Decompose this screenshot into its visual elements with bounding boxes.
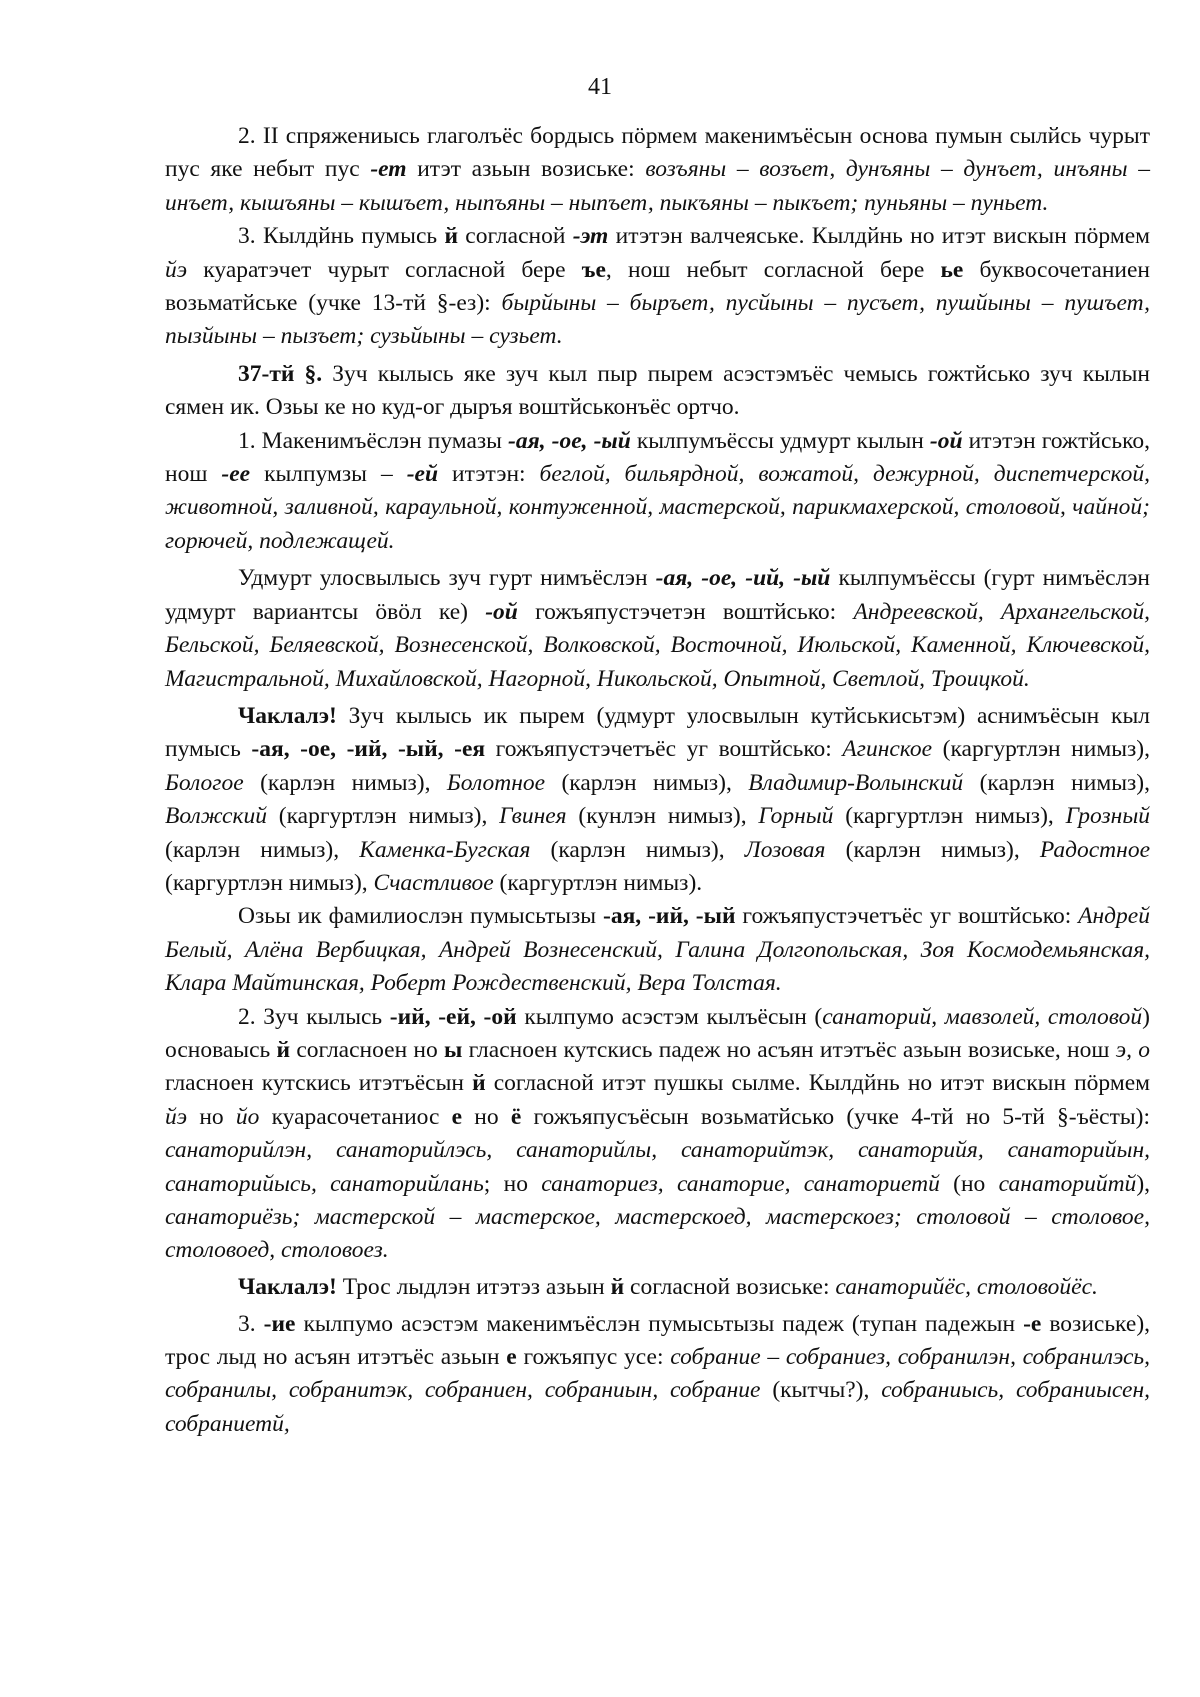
- paragraph-suffix-et: [165, 220, 1150, 354]
- text-run: ; но: [483, 1170, 542, 1197]
- italic-example: собраниысь, собраниысен, собраниетй,: [165, 1377, 1150, 1437]
- paragraph-adjective-endings: [165, 425, 1150, 559]
- bold-term: -ая, -ий, -ый: [603, 903, 736, 930]
- text-run: гожъяпустэчетъёс уг воштйсько:: [485, 736, 843, 763]
- text-run: возиське), трос лыд но асъян итэтъёс азьын: [165, 1310, 1151, 1371]
- text-run: , нош небыт согласной бере: [605, 256, 941, 283]
- text-run: 3.: [238, 1310, 264, 1337]
- text-run: (но: [939, 1170, 999, 1197]
- text-run: кылпумо асэстэм кылъёсын (: [516, 1003, 823, 1030]
- bold-term: -е: [1023, 1310, 1042, 1337]
- suffix-text: -ой: [929, 427, 963, 454]
- text-run: гожъяпустэчетэн воштйсько:: [517, 598, 854, 625]
- italic-example: йэ: [165, 256, 188, 283]
- italic-example: Горный: [758, 803, 834, 830]
- paragraph-note-plural: [165, 1272, 1150, 1304]
- text-run: кылпумъёссы удмурт кылын: [630, 427, 930, 454]
- text-run: (каргуртлэн нимыз),: [833, 803, 1066, 830]
- italic-example: санаторийлэн, санаторийлэсь, санаторийлы, санаторийтэк, санаторийя, санаторийын, санаторийысь, санаторийлань: [165, 1137, 1150, 1197]
- text-run: (карлэн нимыз),: [825, 836, 1040, 863]
- text-run: 3. Кылдйнь пумысь: [238, 223, 445, 250]
- italic-example: йэ: [165, 1103, 188, 1130]
- text-run: Зуч кылысь яке зуч кыл пыр пырем асэстэмъёс чемысь гожтйсько зуч кылын сямен ик. Озьы ке но куд-ог дыръя воштйськонъёс ортчо.: [165, 360, 1150, 421]
- italic-example: санаторийёс, столовойёс.: [835, 1273, 1098, 1300]
- suffix-text: -ей: [406, 461, 439, 488]
- bold-term: -ая, -ое, -ий, -ый, -ея: [251, 736, 486, 763]
- suffix-text: -ее: [221, 461, 251, 488]
- italic-example: санаториез, санаторие, санаториетй: [541, 1170, 940, 1197]
- text-run: Зуч кылысь ик пырем (удмурт улосвылын кутйськисьтэм) аснимъёсын кыл пумысь: [165, 702, 1150, 763]
- italic-example: возъяны – возъет, дунъяны – дунъет, инъяны – инъет, кышъяны – кышъет, ныпъяны – ныпъет, пыкъяны – пыкъет; пуньяны – пуньет.: [165, 156, 1150, 216]
- italic-example: йо: [235, 1103, 260, 1130]
- italic-example: Волжский: [165, 803, 267, 830]
- bold-term: й: [610, 1273, 625, 1300]
- italic-example: Грозный: [1065, 803, 1150, 830]
- bold-term: 37-тй §.: [238, 360, 323, 387]
- italic-example: Агинское: [842, 736, 933, 763]
- text-run: (карлэн нимыз),: [165, 836, 360, 863]
- text-run: гожъяпус усе:: [516, 1344, 671, 1371]
- paragraph-section-37: [165, 358, 1150, 425]
- suffix-text: -ая, -ое, -ый: [508, 427, 631, 454]
- text-run: итэтэн валчеяське. Кылдйнь но итэт вискын пöрмем: [608, 223, 1151, 250]
- text-run: кылпумъёссы (гурт нимъёслэн удмурт вариантсы öвöл ке): [165, 565, 1151, 625]
- text-run: куарасочетаниос: [259, 1103, 452, 1130]
- text-run: 2. II спряжениысь глаголъёс бордысь пöрмем макенимъёсын основа пумын сылйсь чурыт пус яке небыт пус: [165, 123, 1150, 183]
- italic-example: санаторийтй: [998, 1170, 1137, 1197]
- italic-example: бырйыны – быръет, пусйыны – пусъет, пушйыны – пушъет, пызйыны – пызъет; сузьйыны – сузьет.: [165, 290, 1151, 350]
- suffix-text: -ой: [485, 598, 518, 625]
- text-run: (карлэн нимыз),: [963, 769, 1150, 796]
- text-run: Удмурт улосвылысь зуч гурт нимъёслэн: [238, 565, 656, 592]
- bold-italic-suffix: [221, 461, 250, 487]
- text-run: Трос лыдлэн итэтэз азьын: [336, 1273, 611, 1300]
- bold-term: й: [276, 1036, 291, 1063]
- paragraph-village-names: [165, 562, 1150, 696]
- page-number: 41: [588, 74, 612, 100]
- italic-example: собрание – собраниез, собранилэн, собранилэсь, собранилы, собранитэк, собраниен, собраниын, собрание: [165, 1344, 1150, 1404]
- italic-example: Андреевской, Архангельской, Бельской, Беляевской, Вознесенской, Волковской, Восточной, Июльской, Каменной, Ключевской, Магистральной, Михайловской, Нагорной, Никольской, Опытной, Светлой, Троицкой.: [165, 598, 1150, 692]
- text-run: итэтэн:: [438, 461, 540, 488]
- bold-term: ъе: [581, 256, 606, 283]
- text-run: (каргуртлэн нимыз),: [266, 803, 500, 830]
- text-run: (каргуртлэн нимыз).: [493, 869, 703, 896]
- paragraph-surnames: [165, 900, 1150, 1000]
- page-body: [165, 120, 1150, 1441]
- paragraph-endings-ii-ei-oi: [165, 1001, 1150, 1268]
- text-run: итэтэн гожтйсько, нош: [165, 427, 1150, 488]
- italic-example: Радостное: [1039, 836, 1150, 863]
- text-run: гожъяпустэчетъёс уг воштйсько:: [735, 903, 1079, 930]
- italic-example: э, о: [1115, 1036, 1150, 1063]
- bold-term: Чаклалэ!: [238, 1273, 337, 1300]
- bold-term: Чаклалэ!: [238, 702, 337, 729]
- bold-italic-suffix: [370, 156, 406, 182]
- text-run: но: [187, 1103, 236, 1130]
- text-run: гласноен кутскись падеж но асъян итэтъёс азьын возиське, нош: [462, 1036, 1116, 1063]
- text-run: согласной: [457, 223, 573, 250]
- bold-italic-suffix: [485, 599, 518, 625]
- paragraph-endings-ie: [165, 1308, 1150, 1442]
- text-run: (карлэн нимыз),: [545, 769, 749, 796]
- bold-term: -ий, -ей, -ой: [389, 1003, 517, 1030]
- bold-italic-suffix: [930, 428, 963, 454]
- text-run: (кытчы?),: [760, 1377, 882, 1404]
- bold-italic-suffix: [573, 223, 609, 249]
- text-run: буквосочетаниен возьматйське (учке 13-тй §-ез):: [165, 256, 1151, 317]
- text-run: итэт азьын возиське:: [406, 156, 646, 183]
- text-run: гласноен кутскись итэтъёсын: [165, 1070, 473, 1097]
- text-run: ) основаысь: [165, 1003, 1150, 1063]
- bold-term: е: [451, 1103, 463, 1130]
- suffix-text: -ая, -ое, -ий, -ый: [655, 565, 831, 592]
- italic-example: санаторий, мавзолей, столовой: [822, 1003, 1143, 1030]
- bold-term: й: [472, 1070, 486, 1097]
- italic-example: Гвинея: [499, 803, 567, 830]
- text-run: согласноен но: [290, 1036, 444, 1063]
- text-run: (кунлэн нимыз),: [566, 803, 759, 830]
- text-run: гожъяпусъёсын возьматйсько (учке 4-тй но 5-тй §-ъёсты):: [521, 1103, 1150, 1130]
- text-run: кылпумзы –: [250, 461, 407, 488]
- text-run: согласной возиське:: [624, 1273, 836, 1300]
- bold-italic-suffix: [656, 565, 831, 591]
- bold-term: -ие: [263, 1310, 296, 1337]
- text-run: (карлэн нимыз),: [530, 836, 745, 863]
- bold-term: ы: [444, 1036, 463, 1063]
- italic-example: Бологое: [165, 769, 244, 796]
- italic-example: беглой, бильярдной, вожатой, дежурной, диспетчерской, животной, заливной, караульной, контуженной, мастерской, парикмахерской, столовой, чайной; горючей, подлежащей.: [165, 461, 1150, 554]
- text-run: ),: [1136, 1170, 1151, 1197]
- text-run: согласной итэт пушкы сылме. Кылдйнь но итэт вискын пöрмем: [485, 1070, 1151, 1097]
- italic-example: Каменка-Бугская: [359, 836, 531, 863]
- text-run: кылпумо асэстэм макенимъёслэн пумысьтызы падеж (тупан падежын: [295, 1310, 1024, 1337]
- italic-example: Владимир-Волынский: [748, 769, 964, 796]
- text-run: (каргуртлэн нимыз),: [165, 869, 374, 896]
- bold-italic-suffix: [508, 428, 631, 454]
- bold-term: й: [444, 223, 458, 250]
- italic-example: Счастливое: [373, 869, 494, 896]
- bold-term: ё: [510, 1103, 522, 1130]
- paragraph-conjugation-ii: [165, 120, 1150, 220]
- suffix-text: -эт: [572, 223, 609, 250]
- text-run: но: [462, 1103, 511, 1130]
- bold-italic-suffix: [407, 461, 438, 487]
- suffix-text: -ет: [370, 156, 407, 183]
- italic-example: санаториёзь; мастерской – мастерское, мастерскоед, мастерскоез; столовой – столовое, столовоед, столовоез.: [165, 1204, 1150, 1264]
- text-run: 1. Макенимъёслэн пумазы: [238, 427, 509, 454]
- text-run: 2. Зуч кылысь: [238, 1003, 390, 1030]
- italic-example: Болотное: [446, 769, 546, 796]
- text-run: (каргуртлэн нимыз),: [932, 736, 1150, 763]
- italic-example: Андрей Белый, Алёна Вербицкая, Андрей Вознесенский, Галина Долгопольская, Зоя Космодемьянская, Клара Майтинская, Роберт Рождественский, Вера Толстая.: [165, 903, 1150, 997]
- paragraph-note-place-names: [165, 700, 1150, 900]
- text-run: (карлэн нимыз),: [243, 769, 447, 796]
- italic-example: Лозовая: [744, 836, 826, 863]
- text-run: Озьы ик фамилиослэн пумысьтызы: [238, 903, 604, 930]
- bold-term: е: [506, 1344, 517, 1371]
- bold-term: ье: [940, 256, 964, 283]
- text-run: куаратэчет чурыт согласной бере: [187, 256, 582, 283]
